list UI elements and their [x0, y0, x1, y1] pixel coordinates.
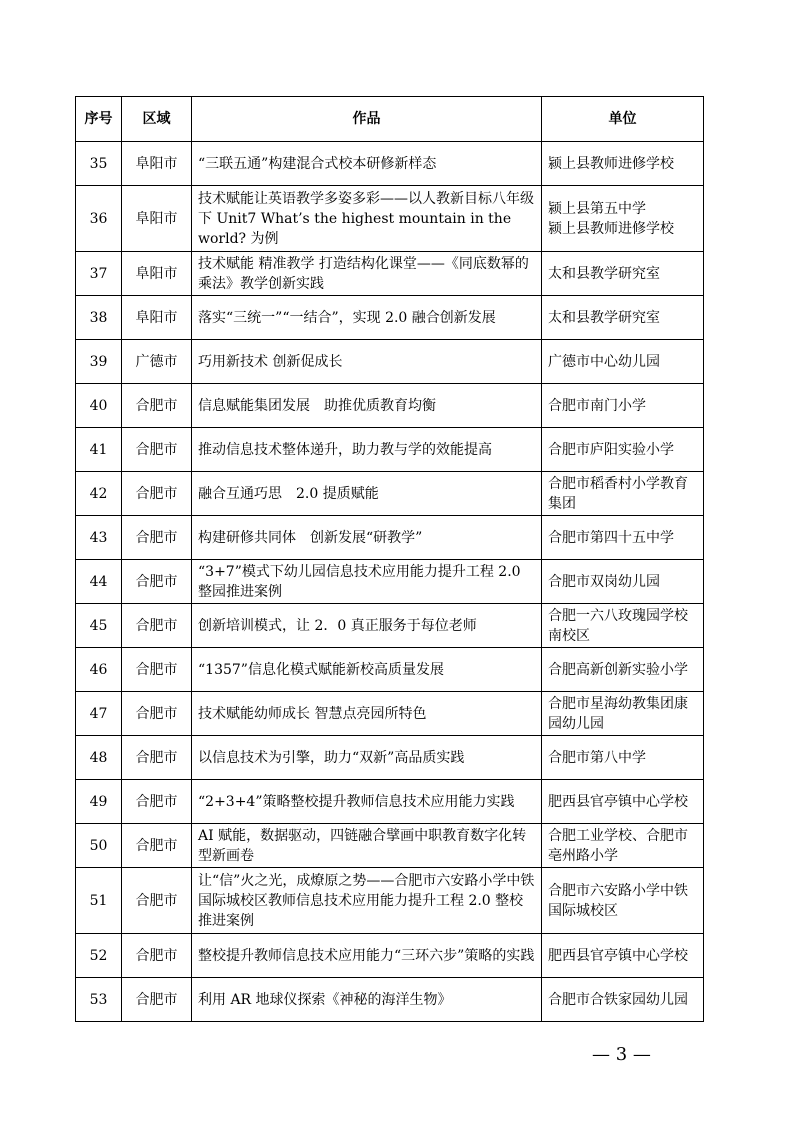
row-region: 合肥市	[122, 736, 192, 780]
table-row	[76, 824, 704, 868]
row-region: 合肥市	[122, 978, 192, 1022]
row-unit: 肥西县官亭镇中心学校	[542, 934, 704, 978]
row-unit: 合肥市第四十五中学	[542, 516, 704, 560]
row-region: 合肥市	[122, 560, 192, 604]
header-unit: 单位	[542, 97, 704, 142]
row-unit: 合肥一六八玫瑰园学校南校区	[542, 604, 704, 648]
row-region: 阜阳市	[122, 252, 192, 296]
table-row	[76, 692, 704, 736]
row-work: AI 赋能，数据驱动，四链融合擘画中职教育数字化转型新画卷	[192, 824, 542, 868]
table-header-row	[76, 97, 704, 142]
row-work: 让“信”火之光，成燎原之势——合肥市六安路小学中铁国际城校区教师信息技术应用能力提升工程 2.0 整校推进案例	[192, 868, 542, 934]
row-seq: 47	[76, 692, 122, 736]
row-region: 合肥市	[122, 472, 192, 516]
table-row	[76, 934, 704, 978]
row-seq: 44	[76, 560, 122, 604]
row-region: 合肥市	[122, 692, 192, 736]
row-work: “1357”信息化模式赋能新校高质量发展	[192, 648, 542, 692]
header-region: 区域	[122, 97, 192, 142]
row-seq: 49	[76, 780, 122, 824]
row-seq: 37	[76, 252, 122, 296]
row-work: 构建研修共同体 创新发展“研教学”	[192, 516, 542, 560]
table-row	[76, 516, 704, 560]
row-seq: 51	[76, 868, 122, 934]
row-work: 巧用新技术 创新促成长	[192, 340, 542, 384]
table-row	[76, 340, 704, 384]
header-work: 作品	[192, 97, 542, 142]
row-region: 阜阳市	[122, 186, 192, 252]
row-seq: 38	[76, 296, 122, 340]
row-unit: 合肥市南门小学	[542, 384, 704, 428]
table-row	[76, 252, 704, 296]
row-unit: 合肥市庐阳实验小学	[542, 428, 704, 472]
table-row	[76, 296, 704, 340]
row-seq: 43	[76, 516, 122, 560]
row-work: 利用 AR 地球仪探索《神秘的海洋生物》	[192, 978, 542, 1022]
row-seq: 52	[76, 934, 122, 978]
row-unit: 颍上县第五中学 颍上县教师进修学校	[542, 186, 704, 252]
row-seq: 53	[76, 978, 122, 1022]
row-work: 推动信息技术整体递升，助力教与学的效能提高	[192, 428, 542, 472]
row-unit: 肥西县官亭镇中心学校	[542, 780, 704, 824]
row-unit: 合肥市星海幼教集团康园幼儿园	[542, 692, 704, 736]
row-unit: 合肥市第八中学	[542, 736, 704, 780]
row-seq: 40	[76, 384, 122, 428]
award-table	[75, 96, 704, 1022]
table-row	[76, 648, 704, 692]
row-unit: 合肥市稻香村小学教育集团	[542, 472, 704, 516]
row-unit: 合肥市六安路小学中铁国际城校区	[542, 868, 704, 934]
row-work: 整校提升教师信息技术应用能力“三环六步”策略的实践	[192, 934, 542, 978]
row-seq: 48	[76, 736, 122, 780]
row-region: 合肥市	[122, 934, 192, 978]
row-work: “三联五通”构建混合式校本研修新样态	[192, 142, 542, 186]
row-work: 信息赋能集团发展 助推优质教育均衡	[192, 384, 542, 428]
row-work: 落实“三统一”“一结合”，实现 2.0 融合创新发展	[192, 296, 542, 340]
row-unit: 合肥高新创新实验小学	[542, 648, 704, 692]
row-seq: 39	[76, 340, 122, 384]
row-work: 融合互通巧思 2.0 提质赋能	[192, 472, 542, 516]
row-work: “2+3+4”策略整校提升教师信息技术应用能力实践	[192, 780, 542, 824]
row-unit: 合肥市双岗幼儿园	[542, 560, 704, 604]
table-row	[76, 780, 704, 824]
table-row	[76, 384, 704, 428]
row-unit: 颍上县教师进修学校	[542, 142, 704, 186]
row-seq: 36	[76, 186, 122, 252]
row-unit: 合肥市合铁家园幼儿园	[542, 978, 704, 1022]
table-row	[76, 868, 704, 934]
row-region: 合肥市	[122, 824, 192, 868]
row-region: 合肥市	[122, 604, 192, 648]
row-work: “3+7”模式下幼儿园信息技术应用能力提升工程 2.0 整园推进案例	[192, 560, 542, 604]
row-seq: 46	[76, 648, 122, 692]
row-unit: 太和县教学研究室	[542, 296, 704, 340]
table-row	[76, 186, 704, 252]
row-region: 合肥市	[122, 780, 192, 824]
row-unit: 合肥工业学校、合肥市亳州路小学	[542, 824, 704, 868]
table-row	[76, 472, 704, 516]
row-work: 创新培训模式，让 2．0 真正服务于每位老师	[192, 604, 542, 648]
row-region: 合肥市	[122, 384, 192, 428]
row-unit: 太和县教学研究室	[542, 252, 704, 296]
row-seq: 41	[76, 428, 122, 472]
row-work: 技术赋能让英语教学多姿多彩——以人教新目标八年级下 Unit7 What’s the highest mountain in the world? 为例	[192, 186, 542, 252]
table-row	[76, 142, 704, 186]
row-work: 技术赋能幼师成长 智慧点亮园所特色	[192, 692, 542, 736]
row-seq: 45	[76, 604, 122, 648]
row-work: 以信息技术为引擎，助力“双新”高品质实践	[192, 736, 542, 780]
row-region: 阜阳市	[122, 296, 192, 340]
table-row	[76, 604, 704, 648]
table-row	[76, 560, 704, 604]
row-region: 阜阳市	[122, 142, 192, 186]
row-seq: 35	[76, 142, 122, 186]
row-region: 合肥市	[122, 516, 192, 560]
row-seq: 50	[76, 824, 122, 868]
table-row	[76, 978, 704, 1022]
row-region: 广德市	[122, 340, 192, 384]
table-row	[76, 736, 704, 780]
row-unit: 广德市中心幼儿园	[542, 340, 704, 384]
row-work: 技术赋能 精准教学 打造结构化课堂——《同底数幂的乘法》教学创新实践	[192, 252, 542, 296]
row-region: 合肥市	[122, 868, 192, 934]
table-row	[76, 428, 704, 472]
header-seq: 序号	[76, 97, 122, 142]
row-region: 合肥市	[122, 648, 192, 692]
row-region: 合肥市	[122, 428, 192, 472]
page-number: — 3 —	[592, 1044, 651, 1065]
row-seq: 42	[76, 472, 122, 516]
